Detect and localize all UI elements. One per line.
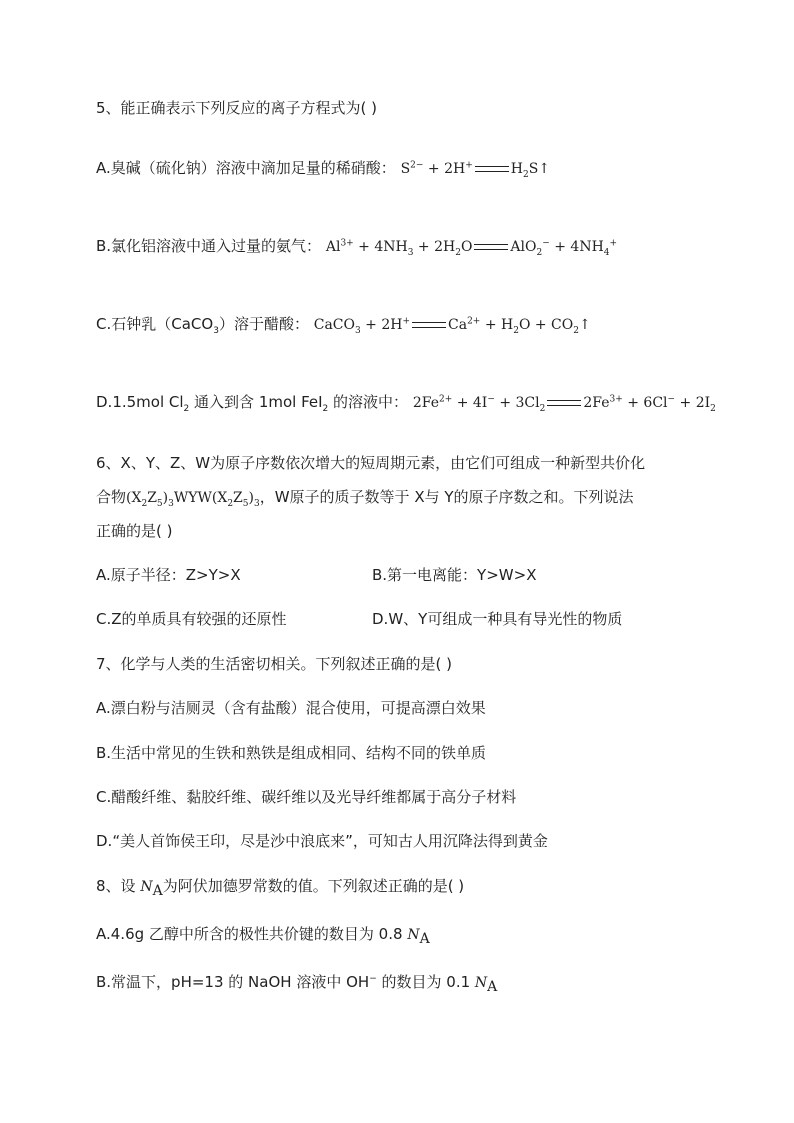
equals-sign [475,166,509,172]
q7-stem: 7、化学与人类的生活密切相关。下列叙述正确的是( ) [96,655,453,673]
q8-stem: 8、设 $N_A$为阿伏加德罗常数的值。下列叙述正确的是( ) [96,877,465,899]
q5-option-a-equation: $S^{2-} + 2H^+$ $H_2S↑$ [400,160,551,180]
equals-sign [474,244,508,250]
q6-stem-line2: 合物$(X_2Z_5)_3WYW(X_2Z_5)_3$，W原子的质子数等于 X与 Y的原子序数之和。下列说法 [96,488,634,509]
q6-option-b: B.第一电离能：Y>W>X [372,566,537,584]
q5-option-a-text: A.臭碱（硫化钠）溶液中滴加足量的稀硝酸： [96,159,396,177]
q7-option-b: B.生活中常见的生铁和熟铁是组成相同、结构不同的铁单质 [96,744,487,762]
q5-option-c: C.石钟乳（CaCO$_3$）溶于醋酸： CaCO$_3$ + 2H+ $Ca^{2+} + H_2O$ + $CO_2↑$ [96,315,591,336]
q8-option-b: B.常温下，pH=13 的 NaOH 溶液中 OH− 的数目为 0.1 $N_A$ [96,973,498,995]
q7-option-d: D.“美人首饰侯王印，尽是沙中浪底来”，可知古人用沉降法得到黄金 [96,832,548,850]
q6-formula: $(X_2Z_5)_3WYW(X_2Z_5)_3$ [126,490,260,509]
q6-options-row1 [96,565,241,585]
q6-stem-line1: 6、X、Y、Z、W为原子序数依次增大的短周期元素，由它们可组成一种新型共价化 [96,454,646,472]
q5-stem: 5、能正确表示下列反应的离子方程式为( ) [96,99,378,117]
q5-option-a [96,158,550,179]
q5-option-d: D.1.5mol $Cl_2$ 通入到含 1mol FeI$_2$ 的溶液中： $2Fe^{2+} + 4I^- + 3Cl_2$ $2Fe^{3+} + 6Cl^- + 2I_2$ [96,393,716,414]
q5-option-b [96,236,617,257]
q7-option-a: A.漂白粉与洁厕灵（含有盐酸）混合使用，可提高漂白效果 [96,699,486,717]
equals-sign [547,400,581,406]
q6-stem-line3: 正确的是( ) [96,522,173,540]
q5-option-b-text: B.氯化铝溶液中通入过量的氨气： [96,237,322,255]
q6-option-a: A.原子半径：Z>Y>X [96,566,241,584]
q5-option-d-equation: $2Fe^{2+} + 4I^- + 3Cl_2$ $2Fe^{3+} + 6Cl^- + 2I_2$ [412,394,716,414]
q6-option-c: C.Z的单质具有较强的还原性 [96,610,287,628]
equals-sign [412,322,446,328]
q8-option-a: A.4.6g 乙醇中所含的极性共价键的数目为 0.8 $N_A$ [96,925,430,947]
q6-option-d: D.W、Y可组成一种具有导光性的物质 [372,610,623,628]
q7-option-c: C.醋酸纤维、黏胶纤维、碳纤维以及光导纤维都属于高分子材料 [96,788,517,806]
q5-option-b-equation: $Al^{3+} + 4NH_3 + 2H_2O$ $AlO_2^- + 4NH_4^+$ [325,238,618,258]
q5-option-c-equation: CaCO$_3$ + 2H+ $Ca^{2+} + H_2O$ + $CO_2↑$ [313,316,591,336]
